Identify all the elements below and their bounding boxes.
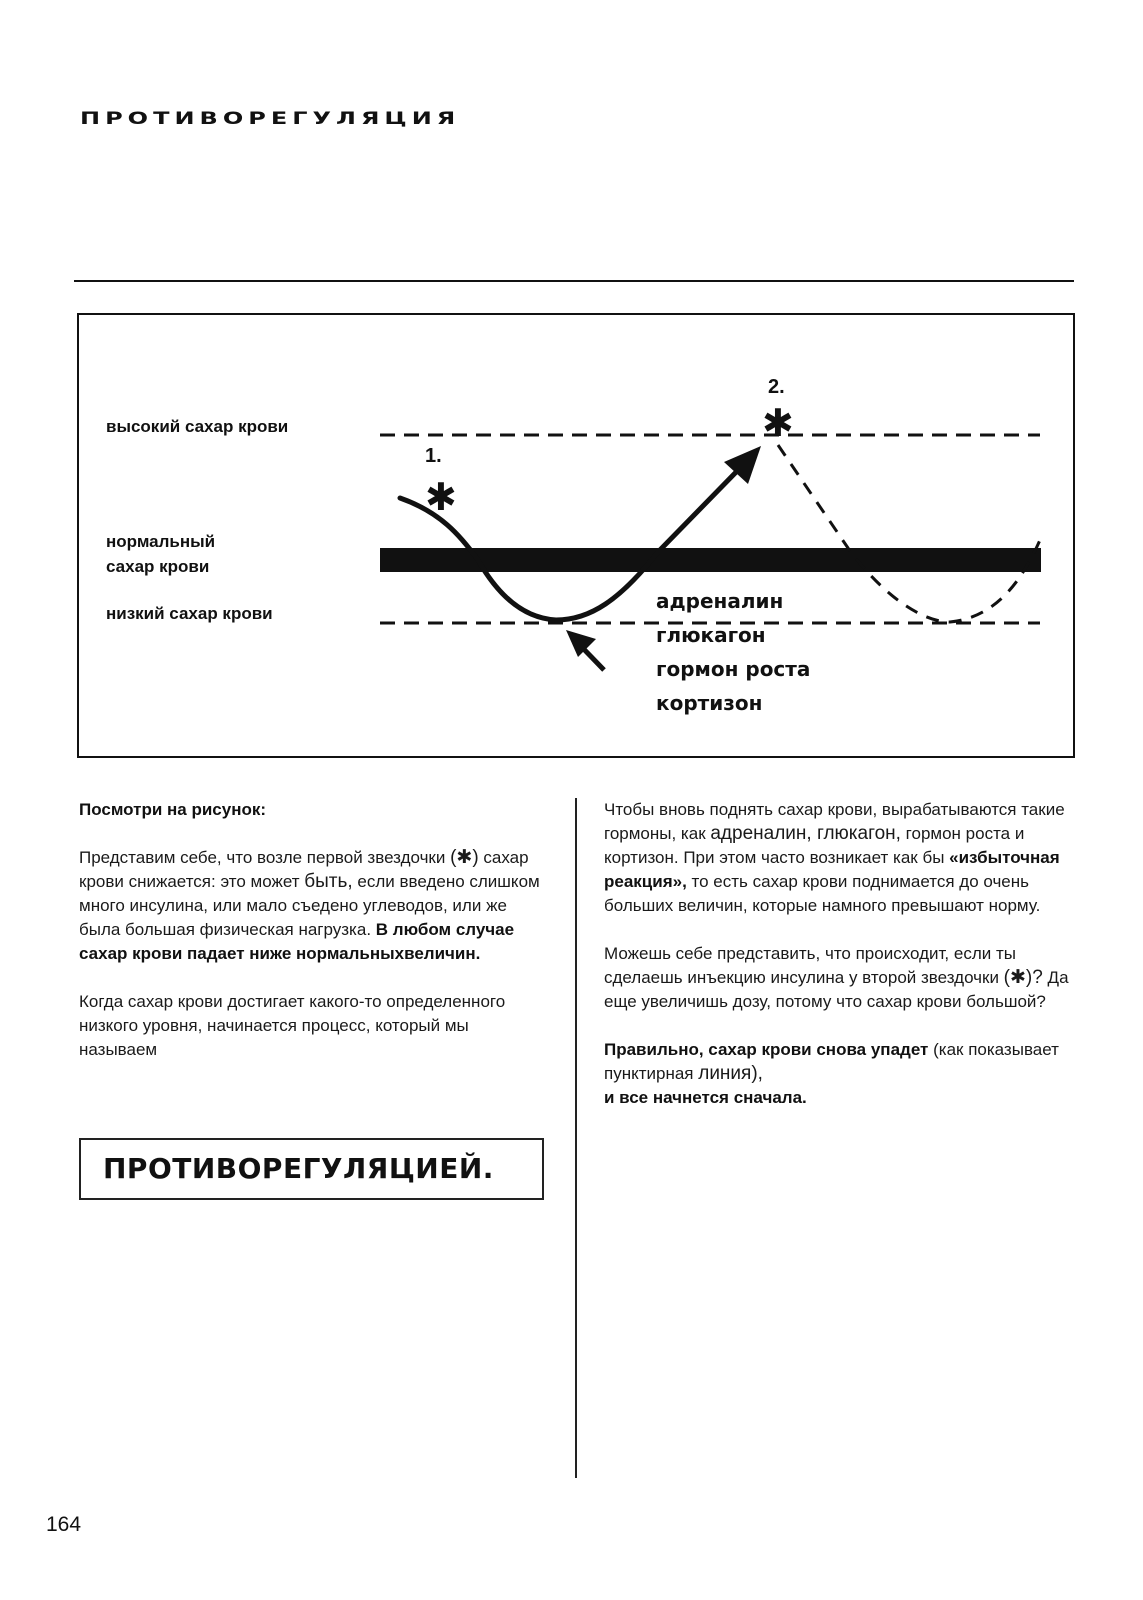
marker-2: 2. [768, 376, 785, 398]
label-normal-line1: нормальный [106, 532, 216, 551]
left-paragraph-1: Представим себе, что возле первой звездочки (✱) сахар крови снижается: это может быть, если введено слишком много инсулина, или мало съедено углеводов, или же была большая физическая нагрузка. В любом случае сахар крови падает ниже нормальныхвеличин. [79, 847, 540, 963]
hormone-adrenalin: адреналин [656, 589, 784, 613]
counter-arrow-head [566, 630, 596, 657]
diagram-frame [78, 314, 1074, 757]
column-divider [575, 798, 577, 1478]
star-2-icon: ✱ [762, 401, 794, 445]
right-paragraph-1: Чтобы вновь поднять сахар крови, вырабатываются такие гормоны, как адреналин, глюкагон, гормон роста и кортизон. При этом часто возникает как бы «избыточная реакция», то есть сахар крови поднимается до очень больших величин, которые намного превышают норму. [604, 800, 1065, 915]
boxed-term [79, 1138, 544, 1200]
hormone-glucagon: глюкагон [656, 623, 766, 647]
marker-1: 1. [425, 445, 442, 467]
right-paragraph-2: Можешь себе представить, что происходит, если ты сделаешь инъекцию инсулина у второй звездочки (✱)? Да еще увеличишь дозу, потому что сахар крови большой? [604, 944, 1069, 1011]
right-paragraph-3: Правильно, сахар крови снова упадет (как показывает пунктирная линия), и все начнется сначала. [604, 1040, 1059, 1107]
star-1-icon: ✱ [425, 475, 457, 519]
label-low: низкий сахар крови [106, 604, 273, 623]
label-normal-line2: сахар крови [106, 557, 210, 576]
left-paragraph-2: Когда сахар крови достигает какого-то определенного низкого уровня, начинается процесс, который мы называем [79, 992, 506, 1059]
dashed-overshoot-curve [778, 445, 1040, 622]
rise-arrow-line [658, 466, 742, 552]
hormone-cortisone: кортизон [656, 691, 763, 715]
label-high: высокий сахар крови [106, 417, 289, 436]
right-column [604, 798, 1084, 1110]
left-column [79, 798, 549, 1062]
boxed-term-text: ПРОТИВОРЕГУЛЯЦИЕЙ. [103, 1152, 494, 1185]
left-heading: Посмотри на рисунок: [79, 800, 267, 819]
page-title: ПРОТИВОРЕГУЛЯЦИЯ [80, 108, 461, 129]
blood-sugar-diagram [0, 0, 1143, 780]
hormone-growth: гормон роста [656, 657, 811, 681]
page-number: 164 [46, 1513, 82, 1536]
